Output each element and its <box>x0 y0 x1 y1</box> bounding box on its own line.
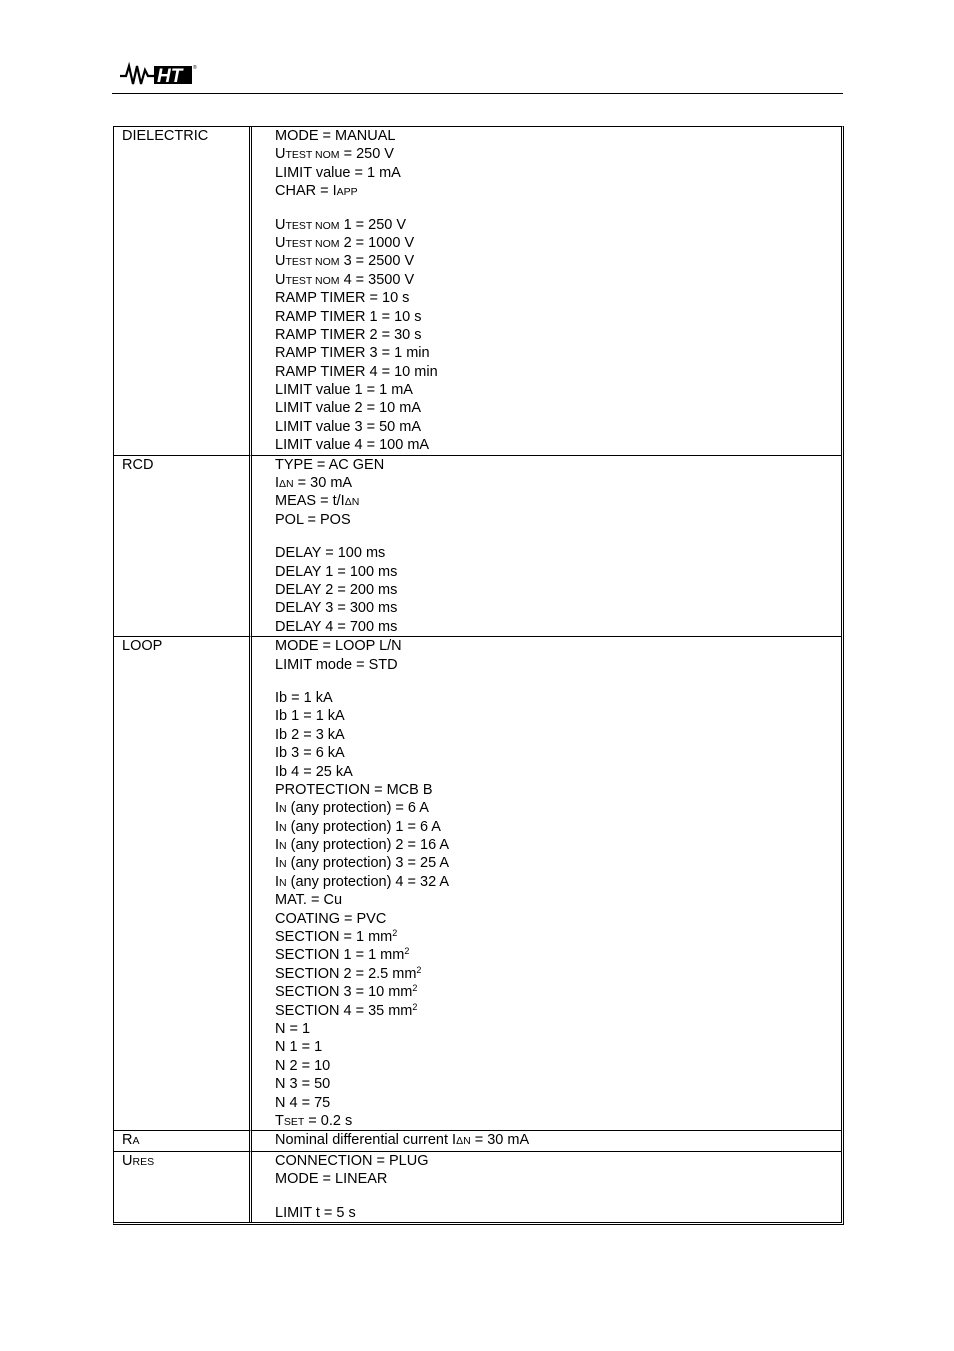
value-line: UTEST NOM 2 = 1000 V <box>275 234 415 251</box>
logo-text: HT <box>157 66 183 87</box>
value-line: SECTION = 1 $mm^2$ <box>275 928 398 946</box>
value-line: SECTION 2 = 2.5 $mm^2$ <box>275 964 422 982</box>
category-ra: RA <box>114 1130 252 1150</box>
value-line: RAMP TIMER 3 = 1 min <box>275 345 430 362</box>
value-line: LIMIT value 3 = 50 mA <box>275 418 422 435</box>
table-row <box>114 127 841 455</box>
value-line: IN (any protection) = 6 A <box>275 800 429 817</box>
value-line: UTEST NOM 4 = 3500 V <box>275 271 415 288</box>
value-line: UTEST NOM 1 = 250 V <box>275 216 407 233</box>
table-row <box>114 1151 841 1222</box>
value-line: COATING = PVC <box>275 910 387 927</box>
ra-values <box>252 1130 841 1150</box>
value-line: SECTION 3 = 10 $mm^2$ <box>275 983 418 1001</box>
value-line: PROTECTION = MCB B <box>275 781 433 798</box>
value-line: N 1 = 1 <box>275 1039 323 1056</box>
value-line: Nominal differential current IΔN = 30 mA <box>275 1132 530 1149</box>
settings-table <box>113 126 844 1225</box>
value-line: IΔN = 30 mA <box>275 475 353 492</box>
dielectric-values <box>252 127 841 455</box>
table-row <box>114 455 841 637</box>
category-ures: URES <box>114 1151 252 1222</box>
value-line: MAT. = Cu <box>275 892 343 909</box>
ures-values <box>252 1151 841 1222</box>
header-rule <box>112 93 843 94</box>
value-line: UTEST NOM = 250 V <box>275 146 394 163</box>
value-line: Ib 1 = 1 kA <box>275 708 345 725</box>
ht-logo <box>118 60 198 88</box>
value-line: LIMIT t = 5 s <box>275 1204 356 1221</box>
value-line: UTEST NOM 3 = 2500 V <box>275 253 415 270</box>
table-row <box>114 1130 841 1150</box>
value-line: Ib 3 = 6 kA <box>275 745 345 762</box>
value-line: DELAY 2 = 200 ms <box>275 581 398 598</box>
value-line: N 4 = 75 <box>275 1094 331 1111</box>
value-line: LIMIT mode = STD <box>275 656 398 673</box>
value-line: MODE = LOOP L/N <box>275 638 402 655</box>
value-line: N 3 = 50 <box>275 1076 331 1093</box>
value-line: Ib 2 = 3 kA <box>275 726 345 743</box>
value-line: RAMP TIMER = 10 s <box>275 290 410 307</box>
value-line: IN (any protection) 4 = 32 A <box>275 873 450 890</box>
value-line: Ib = 1 kA <box>275 689 333 706</box>
value-line: SECTION 1 = 1 $mm^2$ <box>275 946 410 964</box>
waveform-icon <box>120 66 154 84</box>
value-line: IN (any protection) 1 = 6 A <box>275 818 441 835</box>
value-line: RAMP TIMER 4 = 10 min <box>275 363 438 380</box>
value-line: N 2 = 10 <box>275 1057 331 1074</box>
value-line: DELAY = 100 ms <box>275 545 386 562</box>
value-line: DELAY 1 = 100 ms <box>275 563 398 580</box>
value-line: LIMIT value = 1 mA <box>275 164 401 181</box>
loop-values <box>252 636 841 1130</box>
value-line: TYPE = AC GEN <box>275 456 385 473</box>
value-line: CONNECTION = PLUG <box>275 1152 429 1169</box>
value-line: LIMIT value 2 = 10 mA <box>275 400 422 417</box>
value-line: TSET = 0.2 s <box>275 1112 353 1129</box>
table-row <box>114 636 841 1130</box>
value-line: IN (any protection) 3 = 25 A <box>275 855 450 872</box>
rcd-values <box>252 455 841 637</box>
value-line: IN (any protection) 2 = 16 A <box>275 837 450 854</box>
value-line: RAMP TIMER 2 = 30 s <box>275 326 422 343</box>
category-loop: LOOP <box>114 636 252 1130</box>
value-line: CHAR = IAPP <box>275 183 358 200</box>
value-line: POL = POS <box>275 511 351 528</box>
category-rcd: RCD <box>114 455 252 637</box>
value-line: RAMP TIMER 1 = 10 s <box>275 308 422 325</box>
value-line: SECTION 4 = 35 $mm^2$ <box>275 1001 418 1019</box>
value-line: Ib 4 = 25 kA <box>275 763 353 780</box>
value-line: DELAY 3 = 300 ms <box>275 600 398 617</box>
value-line: MODE = MANUAL <box>275 128 396 144</box>
value-line: LIMIT value 4 = 100 mA <box>275 437 430 454</box>
value-line: DELAY 4 = 700 ms <box>275 618 398 635</box>
value-line: N = 1 <box>275 1020 311 1037</box>
svg-text:®: ® <box>193 65 197 71</box>
value-line: LIMIT value 1 = 1 mA <box>275 382 413 399</box>
value-line: MEAS = t/IΔN <box>275 493 360 510</box>
value-line: MODE = LINEAR <box>275 1171 388 1188</box>
category-dielectric: DIELECTRIC <box>114 127 252 455</box>
